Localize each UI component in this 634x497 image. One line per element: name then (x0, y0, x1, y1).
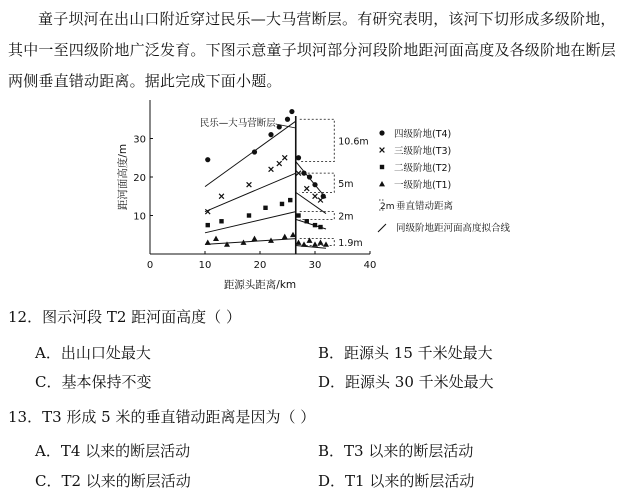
q12-option-d[interactable]: D．距源头 30 千米处最大 (318, 373, 494, 391)
q13-option-d[interactable]: D．T1 以来的断层活动 (318, 472, 475, 490)
point-t1 (224, 241, 230, 246)
point-t1 (323, 241, 329, 246)
point-t4 (268, 132, 273, 137)
q12-option-b[interactable]: B．距源头 15 千米处最大 (318, 344, 493, 362)
legend-fit-line-symbol (378, 224, 386, 232)
point-t4 (205, 157, 210, 162)
terrace-chart (112, 96, 532, 302)
point-t4 (312, 182, 317, 187)
point-t3 (277, 161, 282, 166)
x-tick-label: 0 (146, 260, 154, 271)
point-t4 (252, 149, 257, 154)
point-t1 (282, 234, 288, 239)
point-t3 (380, 148, 385, 153)
intro-text (8, 4, 626, 97)
x-axis-label: 距源头距离/km (223, 279, 297, 291)
point-t3 (269, 167, 274, 172)
legend-entry: 垂直错动距离 (396, 201, 454, 212)
point-t1 (318, 239, 324, 244)
point-t4 (277, 124, 282, 129)
y-axis-label: 距河面高度/m (117, 143, 129, 211)
q13-option-c[interactable]: C．T2 以来的断层活动 (35, 472, 191, 490)
point-t2 (263, 206, 267, 210)
point-t3 (282, 155, 287, 160)
point-t4 (307, 174, 312, 179)
point-t2 (280, 202, 284, 206)
q12-option-a[interactable]: A．出山口处最大 (35, 344, 151, 362)
point-t1 (379, 181, 385, 186)
fit-line (205, 239, 296, 245)
x-tick-label: 40 (363, 260, 377, 271)
legend-entry: 二级阶地(T2) (394, 163, 452, 174)
intro-paragraph: 童子坝河在出山口附近穿过民乐—大马营断层。有研究表明，该河下切形成多级阶地，其中一至四级阶地广泛发育。下图示意童子坝河部分河段阶地距河面高度及各级阶地在断层两侧垂直错动距离。据此完成下面小题。 (8, 10, 617, 90)
offset-bracket (300, 119, 335, 161)
point-t2 (380, 165, 384, 169)
legend-entry: 四级阶地(T4) (394, 129, 452, 140)
point-t1 (301, 241, 307, 246)
point-t3 (313, 194, 318, 199)
legend-entry: 三级阶地(T3) (394, 146, 452, 157)
point-t4 (379, 130, 384, 135)
offset-label: 10.6m (338, 136, 369, 148)
point-t4 (296, 155, 301, 160)
y-tick-label: 20 (133, 173, 146, 184)
point-t2 (206, 223, 210, 227)
point-t3 (318, 198, 323, 203)
point-t1 (205, 239, 211, 244)
point-t2 (219, 219, 223, 223)
legend-offset-symbol-label: 2m (380, 202, 395, 212)
point-t3 (304, 186, 309, 191)
point-t1 (312, 241, 318, 246)
offset-label: 2m (338, 211, 354, 223)
point-t4 (285, 117, 290, 122)
offset-bracket (300, 173, 335, 192)
y-tick-label: 10 (133, 211, 146, 223)
question-13-stem: 13．T3 形成 5 米的垂直错动距离是因为（ ） (8, 408, 316, 426)
y-tick-label: 30 (133, 134, 146, 146)
q12-option-c[interactable]: C．基本保持不变 (35, 373, 152, 391)
offset-bracket (300, 212, 335, 220)
x-tick-label: 30 (308, 260, 322, 271)
q13-option-a[interactable]: A．T4 以来的断层活动 (35, 442, 191, 460)
fit-line (296, 246, 326, 249)
question-12-stem: 12．图示河段 T2 距河面高度（ ） (8, 308, 241, 326)
fault-label: 民乐—大马营断层 (199, 118, 276, 129)
point-t1 (213, 236, 219, 241)
point-t2 (288, 198, 292, 202)
point-t2 (318, 225, 322, 229)
x-tick-label: 20 (253, 260, 267, 271)
point-t2 (313, 223, 317, 227)
offset-label: 1.9m (338, 238, 363, 250)
point-t3 (219, 194, 224, 199)
point-t2 (247, 213, 251, 217)
legend-entry: 一级阶地(T1) (394, 180, 452, 191)
point-t3 (247, 182, 252, 187)
point-t1 (252, 236, 258, 241)
q13-option-b[interactable]: B．T3 以来的断层活动 (318, 442, 474, 460)
offset-label: 5m (338, 178, 354, 190)
fit-line (205, 121, 296, 186)
point-t2 (296, 213, 300, 217)
point-t4 (289, 109, 294, 114)
x-tick-label: 10 (198, 260, 212, 271)
legend-entry: 同级阶地距河面高度拟合线 (396, 223, 511, 234)
